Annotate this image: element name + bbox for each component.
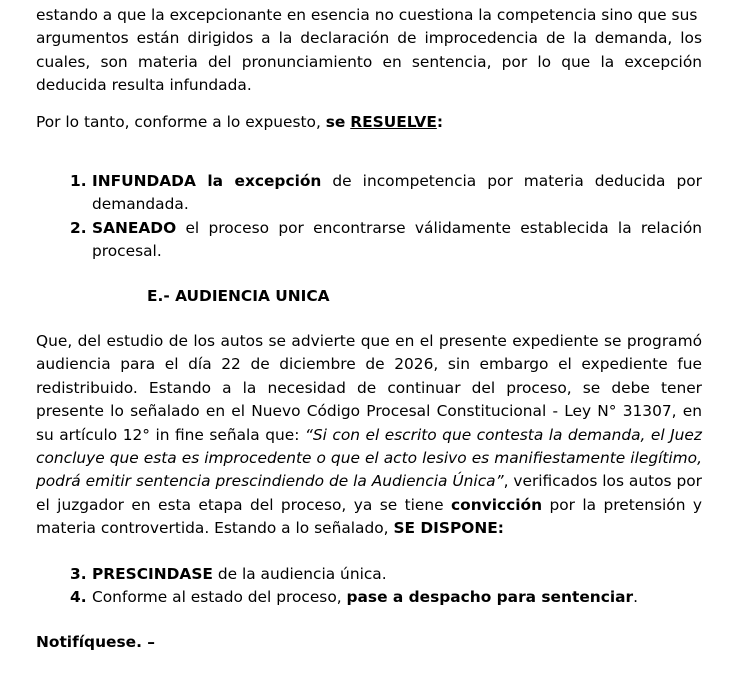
list-number: 2. (70, 218, 87, 237)
bold-conviccion: convicción (451, 495, 543, 514)
paragraph-text: por la pretensión y materia controvertida. Estando a lo señalado, (36, 495, 702, 538)
item-bold-text: pase a despacho para sentenciar (346, 588, 634, 607)
item-text: de la audiencia única. (212, 565, 387, 583)
paragraph-line (36, 111, 702, 134)
dispone-list (70, 563, 702, 610)
line-text: deducida resulta infundada. (36, 76, 252, 95)
paragraph-audiencia (36, 330, 702, 541)
item-text: Conforme al estado del proceso, (92, 588, 347, 607)
list-item (70, 586, 702, 609)
item-bold-text: SANEADO (92, 218, 177, 237)
list-item (70, 170, 702, 217)
item-bold-text: PRESCINDASE (92, 565, 213, 583)
item-text: el proceso por encontrarse válidamente establecida la relación procesal. (92, 218, 702, 261)
list-item (70, 217, 702, 264)
paragraph-competencia (36, 4, 702, 98)
resuelve-word: RESUELVE (350, 113, 437, 131)
se-word: se (325, 113, 346, 131)
resuelve-colon: : (436, 113, 443, 131)
paragraph-line (36, 27, 702, 50)
list-number: 4. (70, 588, 87, 607)
resolution-list (70, 170, 702, 264)
paragraph-resuelve (36, 111, 702, 134)
bold-se-dispone: SE DISPONE: (393, 519, 504, 538)
intro-text: Por lo tanto, conforme a lo expuesto, (36, 113, 326, 131)
line-text: estando a que la excepcionante en esencia no cuestiona la competencia sino que sus (36, 6, 698, 24)
closing-notifiquese: Notifíquese. – (36, 633, 155, 651)
line-text: cuales, son materia del pronunciamiento en sentencia, por lo que la excepción (36, 52, 702, 71)
list-number: 3. (70, 565, 87, 583)
section-title: E.- AUDIENCIA UNICA (147, 287, 330, 305)
paragraph-line (36, 51, 702, 74)
item-bold-text: INFUNDADA la excepción (92, 172, 322, 190)
quoted-law-text: “Si con el escrito que contesta la demanda, el Juez concluye que esta es improcedente o que el acto lesivo es manifiestamente ilegítimo, podrá emitir sentencia prescindiendo de la Audiencia Única” (36, 425, 702, 491)
paragraph-line (36, 74, 702, 97)
paragraph-text: , verificados los autos por el juzgador en esta etapa del proceso, ya se tiene (36, 472, 702, 514)
line-text: argumentos están dirigidos a la declaración de improcedencia de la demanda, los (36, 29, 702, 48)
paragraph-line (36, 4, 702, 27)
item-text: . (633, 588, 638, 607)
list-number: 1. (70, 172, 87, 190)
paragraph-text: Que, del estudio de los autos se advierte que en el presente expediente se programó audiencia para el día 22 de diciembre de 2026, sin embargo el expediente fue redistribuido. Estando a la necesidad de continuar del proceso, se debe tener presente lo señalado en el Nuevo Código Procesal Constitucional - Ley N° 31307, en su artículo 12° in fine señala que: (36, 332, 702, 444)
item-text: de incompetencia por materia deducida por demandada. (92, 172, 702, 214)
list-item (70, 563, 702, 586)
